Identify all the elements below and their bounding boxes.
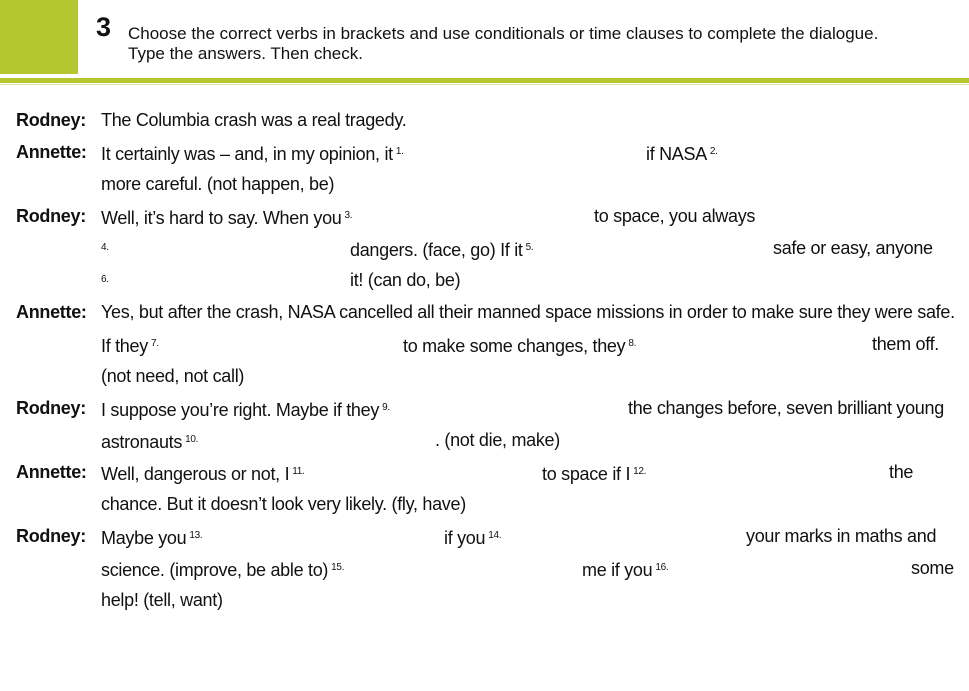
answer-gap-9-number: 9. — [382, 402, 390, 413]
instruction-line-1: Choose the correct verbs in brackets and use conditionals or time clauses to complete the dialogue. — [128, 24, 879, 43]
answer-gap-7-number: 7. — [150, 338, 159, 349]
dialogue-text: them off. — [872, 334, 940, 354]
dialogue-text: It certainly was – and, in my opinion, it $^{1.}$ — [101, 144, 404, 164]
dialogue-text: The Columbia crash was a real tragedy. — [101, 110, 407, 130]
answer-gap-13-number: 13. — [189, 530, 203, 541]
dialogue-line — [0, 552, 969, 584]
speaker-label: Rodney: — [16, 398, 86, 418]
answer-gap-5-number: 5. — [525, 242, 534, 253]
answer-gap-10[interactable] — [204, 430, 430, 450]
dialogue-text: more careful. (not happen, be) — [101, 174, 335, 194]
dialogue-text: Well, dangerous or not, I $^{11.}$ — [101, 464, 305, 484]
answer-gap-12-number: 12. — [633, 466, 647, 477]
speaker-label: Rodney: — [16, 206, 86, 226]
dialogue-text: Yes, but after the crash, NASA cancelled all their manned space missions in order to make sure they were safe. — [101, 302, 955, 322]
speaker-label: Annette: — [16, 462, 87, 482]
answer-gap-13[interactable] — [208, 526, 438, 546]
dialogue-line — [0, 488, 969, 520]
dialogue-line — [0, 232, 969, 264]
answer-gap-4[interactable] — [114, 238, 344, 258]
dialogue-line — [0, 104, 969, 136]
dialogue-text: If they $^{7.}$ — [101, 336, 159, 356]
answer-gap-8[interactable] — [636, 334, 866, 354]
dialogue-text: the — [889, 462, 914, 482]
answer-gap-5[interactable] — [536, 238, 766, 258]
answer-gap-4-number: 4. — [101, 242, 109, 253]
answer-gap-11[interactable] — [306, 462, 536, 482]
header-divider — [0, 78, 969, 83]
dialogue-text: if you $^{14.}$ — [444, 528, 502, 548]
exercise-header — [0, 0, 969, 74]
dialogue-text: it! (can do, be) — [350, 270, 461, 290]
dialogue-line — [0, 200, 969, 232]
answer-gap-9[interactable] — [392, 398, 622, 418]
dialogue-line — [0, 136, 969, 168]
speaker-label: Rodney: — [16, 110, 86, 130]
dialogue-line — [0, 168, 969, 200]
answer-gap-2[interactable] — [722, 142, 962, 162]
dialogue-text: your marks in maths and — [746, 526, 937, 546]
dialogue-text: to space if I $^{12.}$ — [542, 464, 647, 484]
dialogue-line — [0, 328, 969, 360]
answer-gap-14[interactable] — [508, 526, 740, 546]
answer-gap-15[interactable] — [346, 558, 576, 578]
dialogue-text: (not need, not call) — [101, 366, 245, 386]
dialogue-text: to space, you always — [594, 206, 756, 226]
dialogue-text: Maybe you $^{13.}$ — [101, 528, 203, 548]
dialogue-text: astronauts $^{10.}$ — [101, 432, 199, 452]
dialogue-line — [0, 360, 969, 392]
answer-gap-1-number: 1. — [395, 146, 404, 157]
answer-gap-2-number: 2. — [709, 146, 718, 157]
answer-gap-15-number: 15. — [331, 562, 345, 573]
exercise-number: 3 — [96, 12, 112, 42]
dialogue-line — [0, 264, 969, 296]
answer-gap-1[interactable] — [408, 142, 640, 162]
dialogue-text: if NASA $^{2.}$ — [646, 144, 718, 164]
answer-gap-14-number: 14. — [488, 530, 502, 541]
answer-gap-12[interactable] — [652, 462, 882, 482]
dialogue-line — [0, 424, 969, 456]
speaker-label: Annette: — [16, 142, 87, 162]
answer-gap-11-number: 11. — [292, 466, 305, 477]
dialogue-line — [0, 296, 969, 328]
dialogue-text: dangers. (face, go) If it $^{5.}$ — [350, 240, 534, 260]
answer-gap-8-number: 8. — [628, 338, 637, 349]
dialogue-text: some — [911, 558, 954, 578]
dialogue-line — [0, 584, 969, 616]
dialogue-text: to make some changes, they $^{8.}$ — [403, 336, 637, 356]
speaker-label: Rodney: — [16, 526, 86, 546]
answer-gap-6[interactable] — [114, 270, 344, 290]
answer-gap-3-number: 3. — [344, 210, 353, 221]
dialogue-text: . (not die, make) — [435, 430, 560, 450]
dialogue-text: Well, it’s hard to say. When you $^{3.}$ — [101, 208, 353, 228]
answer-gap-7[interactable] — [166, 334, 398, 354]
answer-gap-16-number: 16. — [655, 562, 669, 573]
dialogue-line — [0, 520, 969, 552]
dialogue-text: I suppose you’re right. Maybe if they $^{9.}$ — [101, 400, 390, 420]
answer-gap-3[interactable] — [358, 206, 588, 226]
answer-gap-6-number: 6. — [101, 274, 109, 285]
speaker-label: Annette: — [16, 302, 87, 322]
answer-gap-10-number: 10. — [185, 434, 199, 445]
accent-block — [0, 0, 78, 74]
instruction-line-2: Type the answers. Then check. — [128, 44, 363, 63]
dialogue-text: safe or easy, anyone — [773, 238, 933, 258]
dialogue-text: science. (improve, be able to) $^{15.}$ — [101, 560, 345, 580]
dialogue-text: me if you $^{16.}$ — [582, 560, 669, 580]
answer-gap-16[interactable] — [674, 558, 904, 578]
dialogue-text: the changes before, seven brilliant young — [628, 398, 944, 418]
dialogue-line — [0, 392, 969, 424]
header-divider-shadow — [0, 84, 969, 85]
dialogue-line — [0, 456, 969, 488]
dialogue-text: help! (tell, want) — [101, 590, 223, 610]
dialogue-text: chance. But it doesn’t look very likely. (fly, have) — [101, 494, 466, 514]
